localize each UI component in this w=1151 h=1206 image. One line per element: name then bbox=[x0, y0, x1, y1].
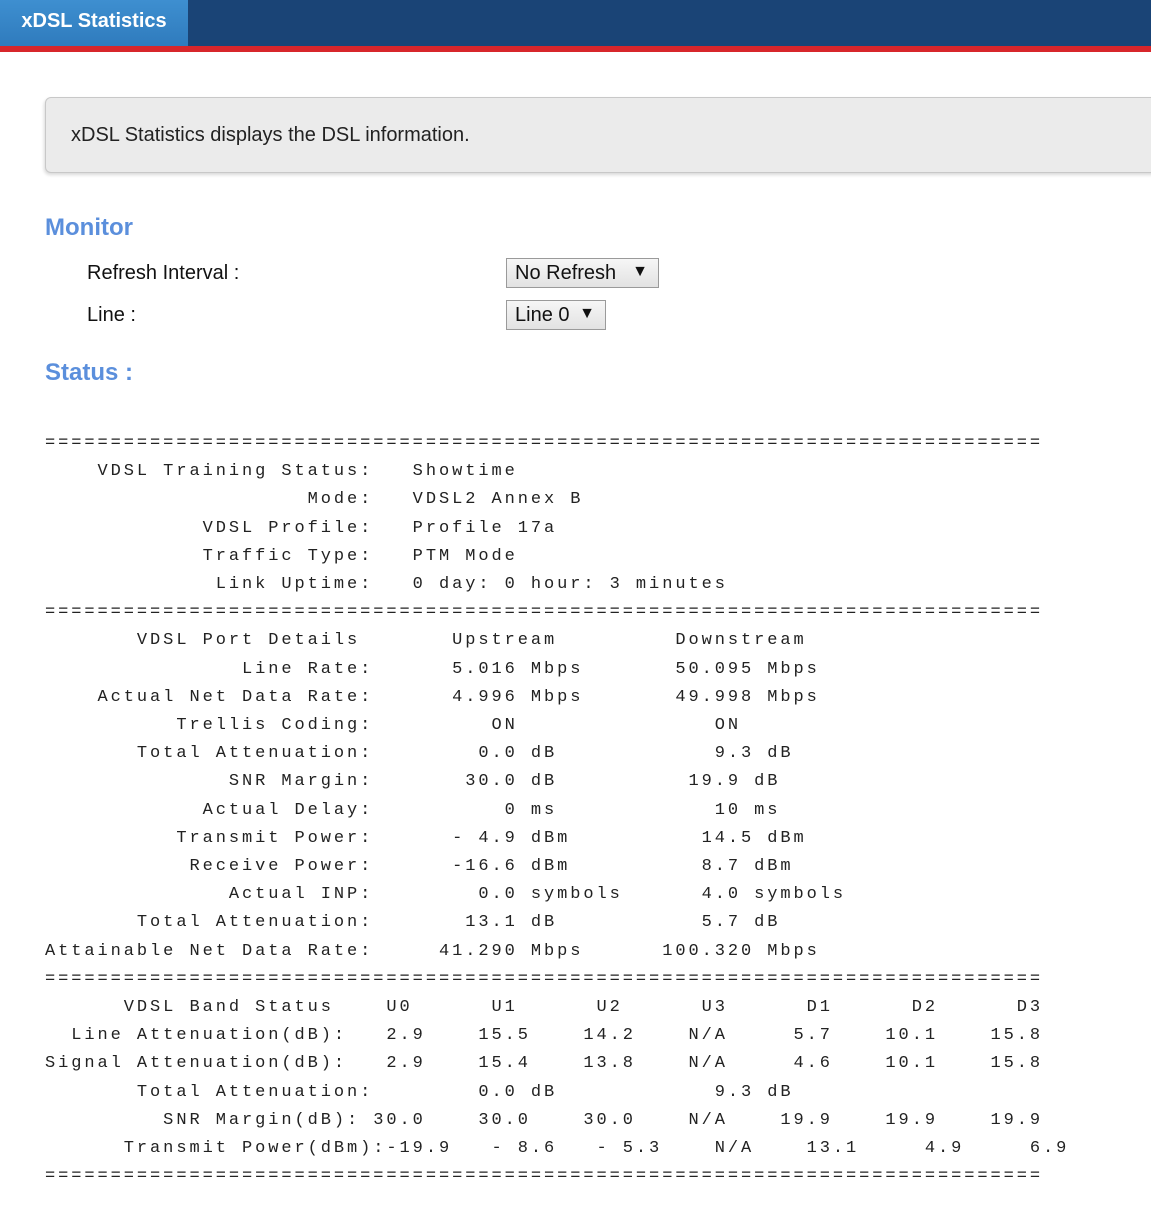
status-line: VDSL Band Status U0 U1 U2 U3 D1 D2 D3 bbox=[45, 998, 1044, 1018]
monitor-heading: Monitor bbox=[45, 214, 133, 241]
status-line: SNR Margin: 30.0 dB 19.9 dB bbox=[45, 772, 781, 792]
status-line: Line Rate: 5.016 Mbps 50.095 Mbps bbox=[45, 659, 820, 679]
status-line: Receive Power: -16.6 dBm 8.7 dBm bbox=[45, 857, 794, 877]
status-separator: ============================================================================ bbox=[45, 603, 1044, 623]
status-separator: ============================================================================ bbox=[45, 969, 1044, 989]
status-line: Actual INP: 0.0 symbols 4.0 symbols bbox=[45, 885, 847, 905]
dropdown-arrow-icon: ▼ bbox=[579, 305, 595, 322]
refresh-interval-value: No Refresh bbox=[515, 261, 617, 284]
status-line: VDSL Profile: Profile 17a bbox=[45, 518, 558, 538]
top-header-bar bbox=[0, 0, 1151, 46]
status-line: SNR Margin(dB): 30.0 30.0 30.0 N/A 19.9 19.9 19.9 bbox=[45, 1110, 1044, 1130]
status-line: Transmit Power: - 4.9 dBm 14.5 dBm bbox=[45, 828, 807, 848]
line-select[interactable] bbox=[506, 300, 606, 330]
status-heading: Status : bbox=[45, 359, 134, 386]
status-line: Line Attenuation(dB): 2.9 15.5 14.2 N/A 5.7 10.1 15.8 bbox=[45, 1026, 1044, 1046]
status-line: Total Attenuation: 13.1 dB 5.7 dB bbox=[45, 913, 781, 933]
dsl-status-report bbox=[45, 430, 1069, 1191]
status-line: VDSL Port Details Upstream Downstream bbox=[45, 631, 807, 651]
tab-xdsl-statistics[interactable]: xDSL Statistics bbox=[0, 0, 188, 46]
refresh-interval-select[interactable] bbox=[506, 258, 659, 288]
header-accent-line bbox=[0, 46, 1151, 52]
status-line: Total Attenuation: 0.0 dB 9.3 dB bbox=[45, 1082, 794, 1102]
status-line: Trellis Coding: ON ON bbox=[45, 716, 741, 736]
status-line: Total Attenuation: 0.0 dB 9.3 dB bbox=[45, 744, 794, 764]
status-line: Link Uptime: 0 day: 0 hour: 3 minutes bbox=[45, 575, 728, 595]
status-separator: ============================================================================ bbox=[45, 1167, 1044, 1187]
status-line: Mode: VDSL2 Annex B bbox=[45, 490, 584, 510]
status-line: VDSL Training Status: Showtime bbox=[45, 462, 518, 482]
dropdown-arrow-icon: ▼ bbox=[632, 263, 648, 280]
info-panel bbox=[45, 97, 1151, 173]
status-line: Transmit Power(dBm):-19.9 - 8.6 - 5.3 N/A 13.1 4.9 6.9 bbox=[45, 1139, 1070, 1159]
status-line: Traffic Type: PTM Mode bbox=[45, 546, 518, 566]
status-line: Signal Attenuation(dB): 2.9 15.4 13.8 N/A 4.6 10.1 15.8 bbox=[45, 1054, 1044, 1074]
status-line: Attainable Net Data Rate: 41.290 Mbps 100.320 Mbps bbox=[45, 941, 820, 961]
refresh-interval-label: Refresh Interval : bbox=[87, 262, 240, 284]
line-select-value: Line 0 bbox=[515, 303, 570, 326]
status-separator: ============================================================================ bbox=[45, 434, 1044, 453]
status-line: Actual Net Data Rate: 4.996 Mbps 49.998 Mbps bbox=[45, 687, 820, 707]
status-line: Actual Delay: 0 ms 10 ms bbox=[45, 800, 781, 820]
info-description: xDSL Statistics displays the DSL information. bbox=[71, 124, 470, 146]
line-label: Line : bbox=[87, 304, 136, 326]
